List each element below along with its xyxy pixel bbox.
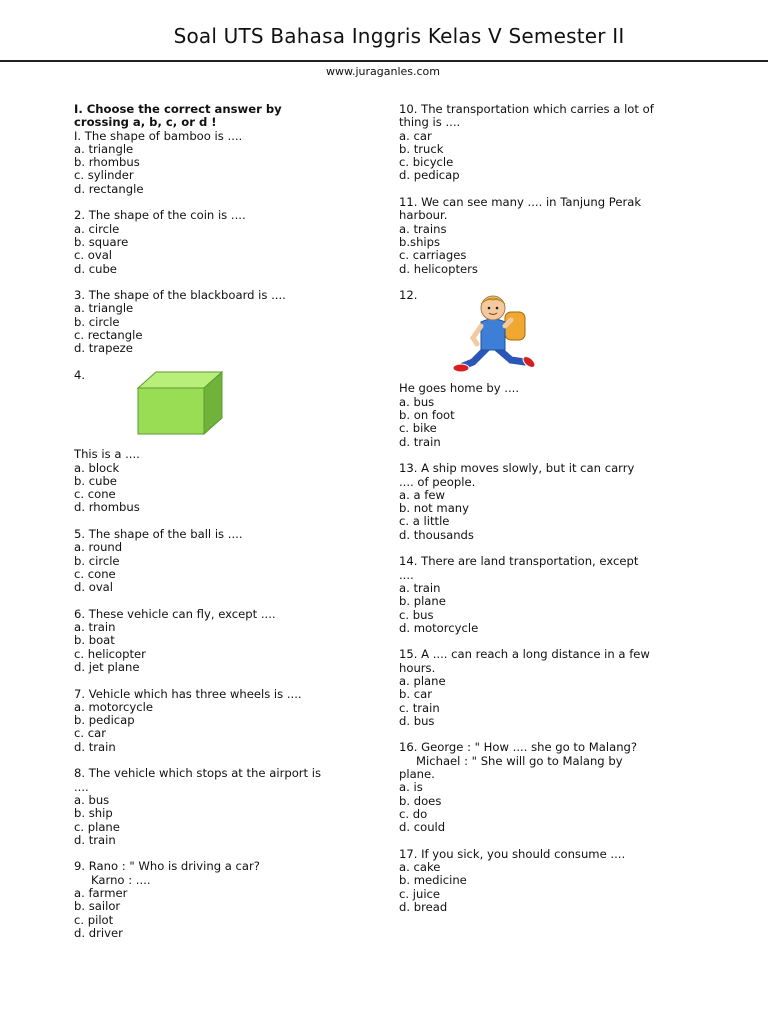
question-text-cont: thing is .... — [399, 115, 461, 130]
option-b[interactable]: b. does — [399, 793, 442, 808]
question-1 — [74, 130, 374, 196]
question-text-cont: .... — [399, 567, 414, 582]
option-b[interactable]: b. square — [74, 234, 129, 249]
question-4 — [74, 369, 374, 515]
cube-illustration — [74, 382, 374, 448]
option-b[interactable]: b. car — [399, 687, 432, 702]
question-text: 3. The shape of the blackboard is .... — [74, 288, 286, 303]
question-5 — [74, 528, 374, 594]
option-d[interactable]: d. bus — [399, 713, 435, 728]
option-c[interactable]: c. bike — [399, 421, 437, 436]
walking-boy-icon — [449, 292, 545, 380]
option-b[interactable]: b. on foot — [399, 408, 455, 423]
option-c[interactable]: c. do — [399, 806, 428, 821]
option-c[interactable]: c. carriages — [399, 248, 467, 263]
question-number: 4. — [74, 367, 86, 382]
option-b[interactable]: b. rhombus — [74, 155, 140, 170]
option-a[interactable]: a. trains — [399, 221, 447, 236]
header-divider — [0, 60, 768, 62]
option-d[interactable]: d. helicopters — [399, 261, 478, 276]
option-d[interactable]: d. motorcycle — [399, 620, 479, 635]
question-text: 13. A ship moves slowly, but it can carry — [399, 461, 635, 476]
option-c[interactable]: c. sylinder — [74, 168, 134, 183]
option-b[interactable]: b. cube — [74, 473, 117, 488]
option-b[interactable]: b. medicine — [399, 873, 467, 888]
question-text: 8. The vehicle which stops at the airport is — [74, 766, 322, 781]
question-9 — [74, 860, 374, 940]
question-text: 7. Vehicle which has three wheels is .... — [74, 686, 302, 701]
question-text-cont: hours. — [399, 660, 436, 675]
question-16 — [399, 741, 699, 834]
question-text: 15. A .... can reach a long distance in a few — [399, 647, 650, 662]
option-a[interactable]: a. triangle — [74, 141, 134, 156]
question-text-cont: harbour. — [399, 208, 448, 223]
question-6 — [74, 608, 374, 674]
option-b[interactable]: b. pedicap — [74, 713, 135, 728]
option-c[interactable]: c. pilot — [74, 912, 114, 927]
option-c[interactable]: c. a little — [399, 514, 450, 529]
question-text: 2. The shape of the coin is .... — [74, 208, 246, 223]
option-a[interactable]: a. block — [74, 460, 120, 475]
question-text: This is a .... — [74, 447, 140, 462]
question-11 — [399, 196, 699, 276]
option-d[interactable]: d. oval — [74, 580, 114, 595]
option-d[interactable]: d. rhombus — [74, 500, 140, 515]
question-text: 14. There are land transportation, except — [399, 554, 639, 569]
option-c[interactable]: c. cone — [74, 487, 116, 502]
right-column — [399, 103, 699, 928]
question-text: 10. The transportation which carries a lot of — [399, 102, 654, 116]
option-a[interactable]: a. farmer — [74, 886, 128, 901]
option-c[interactable]: c. helicopter — [74, 646, 146, 661]
cube-icon — [134, 370, 224, 436]
option-d[interactable]: d. driver — [74, 925, 123, 940]
option-a[interactable]: a. cake — [399, 860, 441, 875]
option-d[interactable]: d. bread — [399, 900, 448, 915]
option-a[interactable]: a. train — [74, 620, 116, 635]
option-b[interactable]: b. truck — [399, 141, 444, 156]
option-d[interactable]: d. train — [74, 832, 116, 847]
option-d[interactable]: d. could — [399, 820, 446, 835]
boy-walking-illustration — [399, 302, 699, 382]
question-text: 9. Rano : " Who is driving a car? — [74, 859, 260, 874]
question-text-cont: .... of people. — [399, 474, 476, 489]
option-c[interactable]: c. cone — [74, 566, 116, 581]
option-a[interactable]: a. a few — [399, 487, 445, 502]
page-title: Soal UTS Bahasa Inggris Kelas V Semester II — [173, 24, 625, 48]
question-3 — [74, 289, 374, 355]
option-b[interactable]: b.ships — [399, 234, 441, 249]
option-a[interactable]: a. motorcycle — [74, 699, 153, 714]
section-heading: I. Choose the correct answer by crossing a, b, c, or d ! — [74, 102, 282, 130]
question-14 — [399, 555, 699, 635]
option-b[interactable]: b. ship — [74, 806, 113, 821]
question-text-cont: .... — [74, 779, 89, 794]
option-a[interactable]: a. bus — [399, 394, 435, 409]
option-c[interactable]: c. bicycle — [399, 155, 454, 170]
option-d[interactable]: d. train — [74, 739, 116, 754]
option-a[interactable]: a. bus — [74, 792, 110, 807]
question-text: He goes home by .... — [399, 381, 520, 396]
option-c[interactable]: c. rectangle — [74, 328, 143, 343]
question-text: 16. George : " How .... she go to Malang? — [399, 740, 638, 755]
option-a[interactable]: a. plane — [399, 673, 446, 688]
option-d[interactable]: d. jet plane — [74, 659, 140, 674]
question-text: 17. If you sick, you should consume .... — [399, 846, 626, 861]
question-text: I. The shape of bamboo is .... — [74, 128, 243, 143]
option-a[interactable]: a. is — [399, 780, 423, 795]
question-13 — [399, 462, 699, 542]
question-10 — [399, 103, 699, 183]
website-url: www.juraganles.com — [325, 65, 440, 78]
question-text: 6. These vehicle can fly, except .... — [74, 606, 276, 621]
option-a[interactable]: a. round — [74, 540, 123, 555]
option-a[interactable]: a. triangle — [74, 301, 134, 316]
question-text: 11. We can see many .... in Tanjung Perak — [399, 195, 642, 210]
option-b[interactable]: b. circle — [74, 314, 120, 329]
option-b[interactable]: b. boat — [74, 633, 115, 648]
question-12 — [399, 289, 699, 449]
option-d[interactable]: d. pedicap — [399, 168, 460, 183]
option-b[interactable]: b. plane — [399, 594, 446, 609]
question-2 — [74, 209, 374, 275]
option-c[interactable]: c. train — [399, 700, 440, 715]
reply-text: Michael : " She will go to Malang by — [416, 753, 623, 768]
question-number: 12. — [399, 288, 418, 303]
question-17 — [399, 848, 699, 914]
option-b[interactable]: b. not many — [399, 501, 470, 516]
question-text: 5. The shape of the ball is .... — [74, 527, 243, 542]
option-a[interactable]: a. car — [399, 128, 432, 143]
option-a[interactable]: a. circle — [74, 221, 120, 236]
option-c[interactable]: c. bus — [399, 607, 434, 622]
option-c[interactable]: c. juice — [399, 886, 441, 901]
option-c[interactable]: c. oval — [74, 248, 113, 263]
option-d[interactable]: d. trapeze — [74, 341, 133, 356]
question-7 — [74, 688, 374, 754]
option-b[interactable]: b. sailor — [74, 899, 121, 914]
question-15 — [399, 648, 699, 728]
reply-text: Karno : .... — [91, 872, 151, 887]
option-d[interactable]: d. thousands — [399, 527, 474, 542]
option-c[interactable]: c. plane — [74, 819, 120, 834]
option-d[interactable]: d. rectangle — [74, 181, 144, 196]
option-b[interactable]: b. circle — [74, 553, 120, 568]
reply-text-cont: plane. — [399, 767, 435, 782]
option-a[interactable]: a. train — [399, 580, 441, 595]
question-8 — [74, 767, 374, 847]
option-d[interactable]: d. train — [399, 434, 441, 449]
option-d[interactable]: d. cube — [74, 261, 117, 276]
left-column — [74, 103, 374, 954]
option-c[interactable]: c. car — [74, 726, 106, 741]
